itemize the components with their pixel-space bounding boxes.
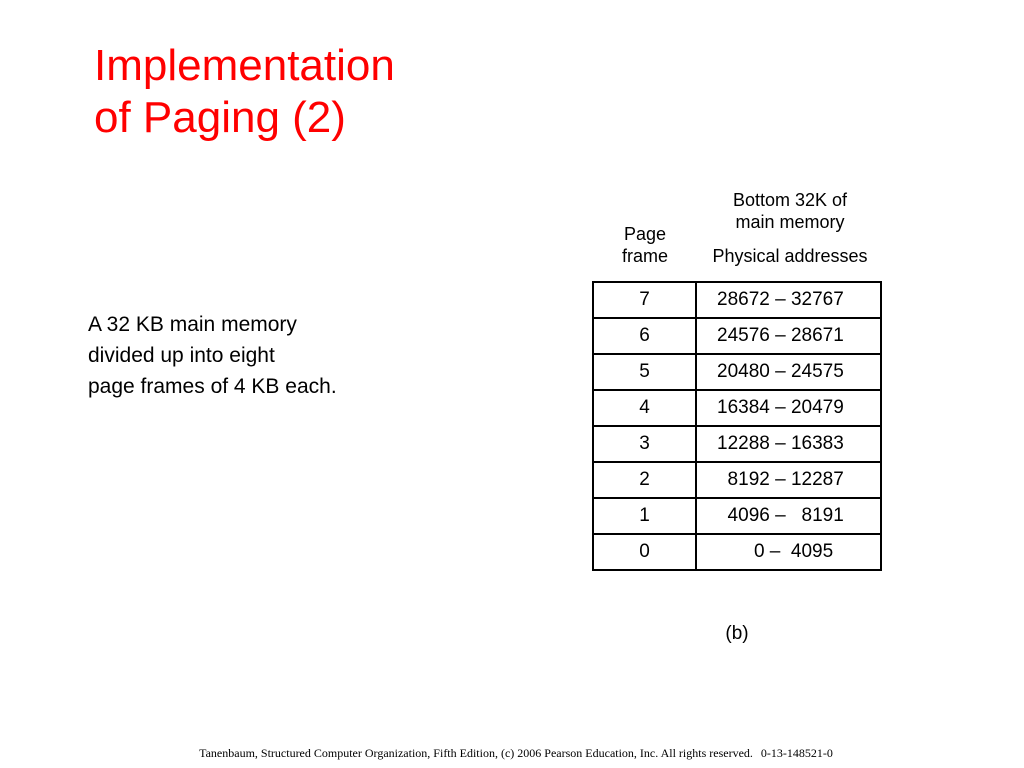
frame-number-cell: 5 bbox=[593, 354, 696, 390]
copyright-footer bbox=[0, 746, 1024, 760]
table-row bbox=[593, 282, 881, 318]
header-page-frame bbox=[595, 223, 695, 267]
frame-number-cell: 2 bbox=[593, 462, 696, 498]
table-row bbox=[593, 426, 881, 462]
address-range-cell: 8192 – 12287 bbox=[696, 462, 881, 498]
frame-number-cell: 1 bbox=[593, 498, 696, 534]
title-line-2: of Paging (2) bbox=[94, 93, 346, 142]
address-range-cell: 0 – 4095 bbox=[696, 534, 881, 570]
frame-number-cell: 0 bbox=[593, 534, 696, 570]
frame-number-cell: 6 bbox=[593, 318, 696, 354]
frame-number-cell: 7 bbox=[593, 282, 696, 318]
header-physical-addresses: Physical addresses bbox=[712, 246, 868, 266]
header-bottom-line-1: Bottom 32K of bbox=[732, 190, 848, 210]
footer-isbn: 0-13-148521-0 bbox=[760, 746, 833, 760]
body-text bbox=[88, 309, 337, 402]
body-line-1: A 32 KB main memory bbox=[88, 313, 297, 336]
address-range-cell: 28672 – 32767 bbox=[696, 282, 881, 318]
slide-title bbox=[94, 40, 395, 144]
address-range-cell: 4096 – 8191 bbox=[696, 498, 881, 534]
table-row bbox=[593, 498, 881, 534]
address-range-cell: 20480 – 24575 bbox=[696, 354, 881, 390]
table-row bbox=[593, 462, 881, 498]
header-bottom-32k bbox=[690, 189, 890, 233]
table-row bbox=[593, 390, 881, 426]
header-frame-line-1: Page bbox=[623, 224, 667, 244]
body-line-2: divided up into eight bbox=[88, 344, 275, 367]
header-frame-line-2: frame bbox=[621, 246, 668, 266]
frame-number-cell: 3 bbox=[593, 426, 696, 462]
footer-text: Tanenbaum, Structured Computer Organization, Fifth Edition, (c) 2006 Pearson Education, Inc. All rights reserved. bbox=[199, 746, 753, 760]
frame-number-cell: 4 bbox=[593, 390, 696, 426]
address-range-cell: 12288 – 16383 bbox=[696, 426, 881, 462]
table-row bbox=[593, 318, 881, 354]
title-line-1: Implementation bbox=[94, 41, 395, 90]
table-row bbox=[593, 534, 881, 570]
figure-caption: (b) bbox=[725, 623, 749, 644]
address-range-cell: 16384 – 20479 bbox=[696, 390, 881, 426]
table-row bbox=[593, 354, 881, 390]
body-line-3: page frames of 4 KB each. bbox=[88, 375, 337, 398]
header-bottom-line-2: main memory bbox=[735, 212, 845, 232]
address-range-cell: 24576 – 28671 bbox=[696, 318, 881, 354]
page-frame-table bbox=[592, 281, 882, 571]
